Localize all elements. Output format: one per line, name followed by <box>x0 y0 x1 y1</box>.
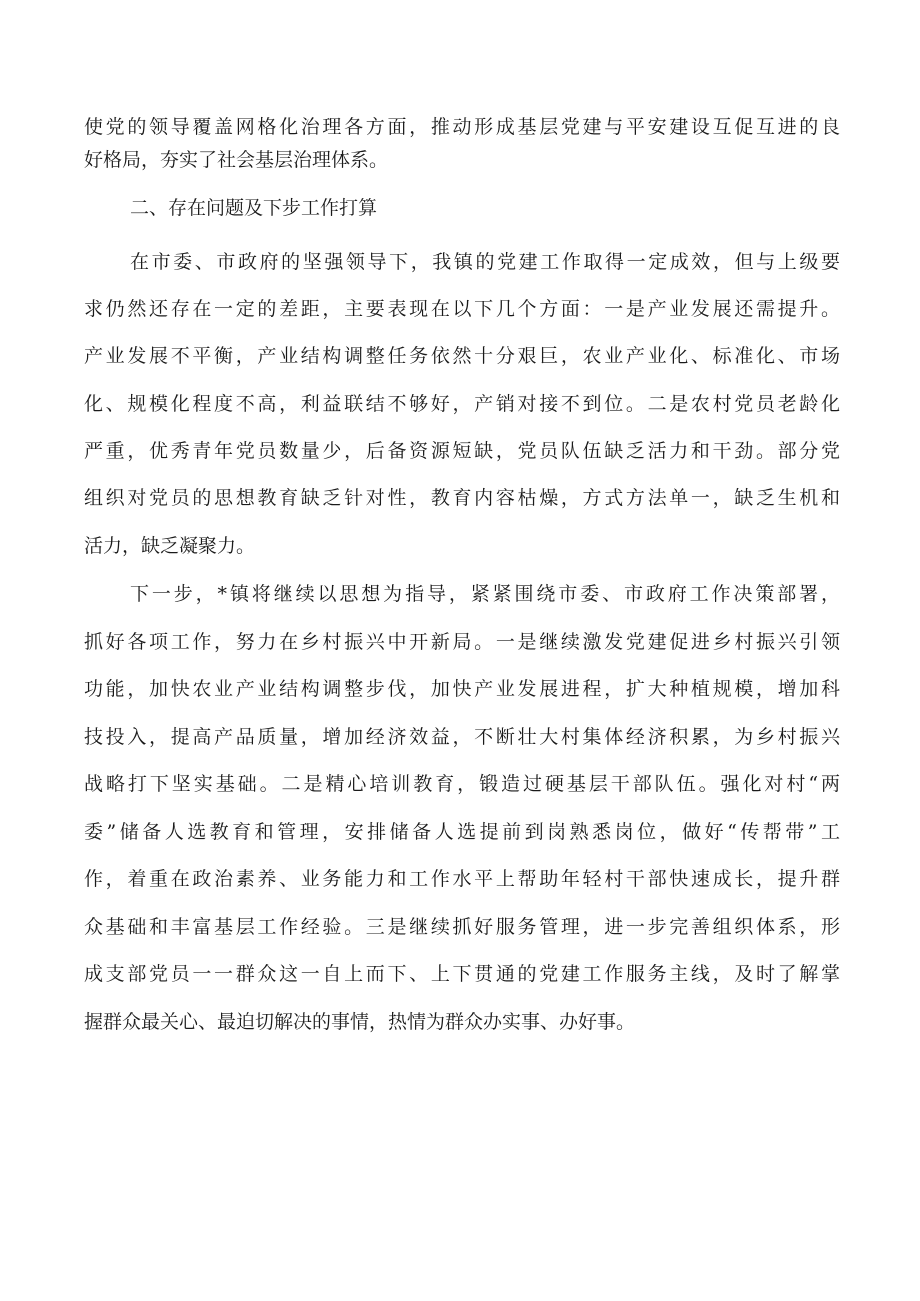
paragraph-2-line-7: 活力，缺乏凝聚力。 <box>84 535 256 557</box>
paragraph-3-line-1: 下一步，*镇将继续以思想为指导，紧紧围绕市委、市政府工作决策部署， <box>130 583 840 605</box>
paragraph-3-line-8: 众基础和丰富基层工作经验。三是继续抓好服务管理，进一步完善组织体系，形 <box>84 916 840 938</box>
paragraph-2-line-6: 组织对党员的思想教育缺乏针对性，教育内容枯燥，方式方法单一，缺乏生机和 <box>84 487 840 509</box>
paragraph-3-line-2: 抓好各项工作，努力在乡村振兴中开新局。一是继续激发党建促进乡村振兴引领 <box>84 631 840 653</box>
section-heading: 二、存在问题及下步工作打算 <box>130 197 378 219</box>
paragraph-3-line-3: 功能，加快农业产业结构调整步伐，加快产业发展进程，扩大种植规模，增加科 <box>84 678 840 700</box>
paragraph-1-line-2: 好格局，夯实了社会基层治理体系。 <box>84 149 389 171</box>
paragraph-2-line-1: 在市委、市政府的坚强领导下，我镇的党建工作取得一定成效，但与上级要 <box>130 251 840 273</box>
paragraph-3-line-7: 作，着重在政治素养、业务能力和工作水平上帮助年轻村干部快速成长，提升群 <box>84 868 840 890</box>
paragraph-2-line-3: 产业发展不平衡，产业结构调整任务依然十分艰巨，农业产业化、标准化、市场 <box>84 345 840 367</box>
paragraph-2-line-5: 严重，优秀青年党员数量少，后备资源短缺，党员队伍缺乏活力和干劲。部分党 <box>84 440 840 462</box>
paragraph-3-line-10: 握群众最关心、最迫切解决的事情，热情为群众办实事、办好事。 <box>84 1011 636 1033</box>
paragraph-3-line-9: 成支部党员一一群众这一自上而下、上下贯通的党建工作服务主线，及时了解掌 <box>84 963 840 985</box>
paragraph-2-line-4: 化、规模化程度不高，利益联结不够好，产销对接不到位。二是农村党员老龄化 <box>84 393 840 415</box>
paragraph-3-line-4: 技投入，提高产品质量，增加经济效益，不断壮大村集体经济积累，为乡村振兴 <box>84 726 840 748</box>
paragraph-2-line-2: 求仍然还存在一定的差距，主要表现在以下几个方面：一是产业发展还需提升。 <box>84 298 840 320</box>
paragraph-3-line-6: 委”储备人选教育和管理，安排储备人选提前到岗熟悉岗位，做好“传帮带”工 <box>84 821 840 843</box>
paragraph-3-line-5: 战略打下坚实基础。二是精心培训教育，锻造过硬基层干部队伍。强化对村“两 <box>84 773 840 795</box>
paragraph-1-line-1: 使党的领导覆盖网格化治理各方面，推动形成基层党建与平安建设互促互进的良 <box>84 116 840 138</box>
